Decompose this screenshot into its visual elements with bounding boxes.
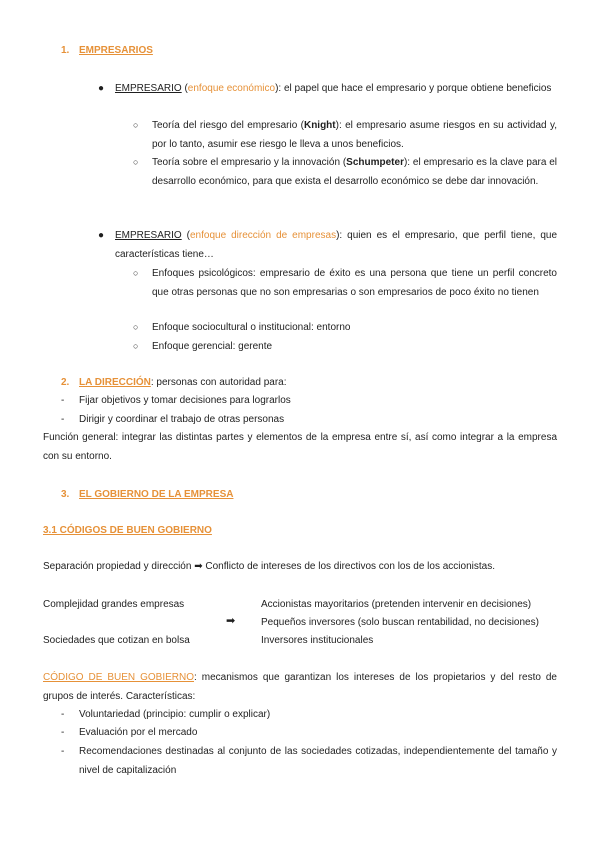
sociocultural-approach: Enfoque sociocultural o institucional: entorno (152, 322, 351, 333)
knight-post: ): el empresario asume riesgos en su actividad y, por lo tanto, asumir ese riesgo le lleva a unos beneficios. (152, 120, 558, 150)
bullet-icon: ● (98, 83, 105, 94)
circle-bullet-icon: ○ (133, 322, 139, 332)
feature-3: Recomendaciones destinadas al conjunto de las sociedades cotizadas, independientemente del tamaño y nivel de capitalización (79, 746, 557, 776)
dash-bullet: - (61, 746, 65, 757)
separation-right: Conflicto de intereses de los directivos con los de los accionistas. (205, 561, 495, 572)
dash-bullet: - (61, 414, 65, 425)
direction-item-1: Fijar objetivos y tomar decisiones para lograrlos (79, 395, 291, 406)
entrepreneur-economic-paragraph (115, 79, 557, 98)
circle-bullet-icon: ○ (133, 120, 139, 130)
economic-approach: enfoque económico (187, 83, 276, 94)
knight-theory (152, 116, 557, 154)
right-col-item-2: Pequeños inversores (solo buscan rentabilidad, no decisiones) (261, 617, 539, 628)
schumpeter-pre: Teoría sobre el empresario y la innovación ( (152, 157, 347, 168)
section-2-text: : personas con autoridad para: (150, 377, 287, 388)
psychological-approach: Enfoques psicológicos: empresario de éxito es una persona que tiene un perfil concreto que otras personas que no son empresarias o son empresarios de poco éxito no tienen (152, 268, 557, 298)
arrow-right-icon: ➡ (226, 615, 236, 627)
good-governance-term: CÓDIGO DE BUEN GOBIERNO (43, 672, 194, 683)
dash-bullet: - (61, 727, 65, 738)
dash-bullet: - (61, 709, 65, 720)
section-1-title: EMPRESARIOS (79, 45, 153, 56)
managerial-approach: Enfoque gerencial: gerente (152, 341, 273, 352)
section-2-number: 2. (61, 377, 70, 388)
bullet-icon: ● (98, 230, 105, 241)
entrepreneur-term: EMPRESARIO (115, 230, 182, 241)
management-approach-text: ): quien es el empresario, que perfil tiene, que características tiene… (115, 230, 558, 260)
general-function: Función general: integrar las distintas partes y elementos de la empresa entre sí, así como integrar a la empresa con su entorno. (43, 432, 557, 462)
arrow-right-icon: ➡ (194, 561, 203, 572)
separation-line (43, 557, 495, 576)
circle-bullet-icon: ○ (133, 157, 139, 167)
schumpeter-name: Schumpeter (346, 157, 404, 168)
direction-item-2: Dirigir y coordinar el trabajo de otras personas (79, 414, 285, 425)
circle-bullet-icon: ○ (133, 341, 139, 351)
feature-2: Evaluación por el mercado (79, 727, 198, 738)
separation-left: Separación propiedad y dirección (43, 561, 192, 572)
economic-approach-text: ): el papel que hace el empresario y porque obtiene beneficios (275, 83, 552, 94)
good-governance-paragraph (43, 668, 557, 706)
section-1-number: 1. (61, 45, 70, 56)
paren-open: ( (181, 83, 188, 94)
management-approach: enfoque dirección de empresas (189, 230, 337, 241)
left-col-item-1: Complejidad grandes empresas (43, 599, 185, 610)
entrepreneur-term: EMPRESARIO (115, 83, 182, 94)
section-3-title: EL GOBIERNO DE LA EMPRESA (79, 489, 234, 500)
schumpeter-theory (152, 153, 557, 191)
circle-bullet-icon: ○ (133, 268, 139, 278)
feature-1: Voluntariedad (principio: cumplir o explicar) (79, 709, 271, 720)
left-col-item-2: Sociedades que cotizan en bolsa (43, 635, 190, 646)
right-col-item-1: Accionistas mayoritarios (pretenden intervenir en decisiones) (261, 599, 532, 610)
dash-bullet: - (61, 395, 65, 406)
section-2-title: LA DIRECCIÓN (79, 377, 151, 388)
section-3-number: 3. (61, 489, 70, 500)
section-2-line (79, 373, 287, 392)
entrepreneur-management-paragraph (115, 226, 557, 264)
paren-open: ( (181, 230, 190, 241)
schumpeter-post: ): el empresario es la clave para el desarrollo económico, para que exista el desarrollo económico se debe dar innovación. (152, 157, 557, 187)
good-governance-text: : mecanismos que garantizan los intereses de los propietarios y del resto de grupos de interés. Características: (43, 672, 557, 702)
knight-pre: Teoría del riesgo del empresario ( (152, 120, 304, 131)
knight-name: Knight (303, 120, 336, 131)
right-col-item-3: Inversores institucionales (261, 635, 374, 646)
subsection-3-1-title: 3.1 CÓDIGOS DE BUEN GOBIERNO (43, 525, 212, 536)
